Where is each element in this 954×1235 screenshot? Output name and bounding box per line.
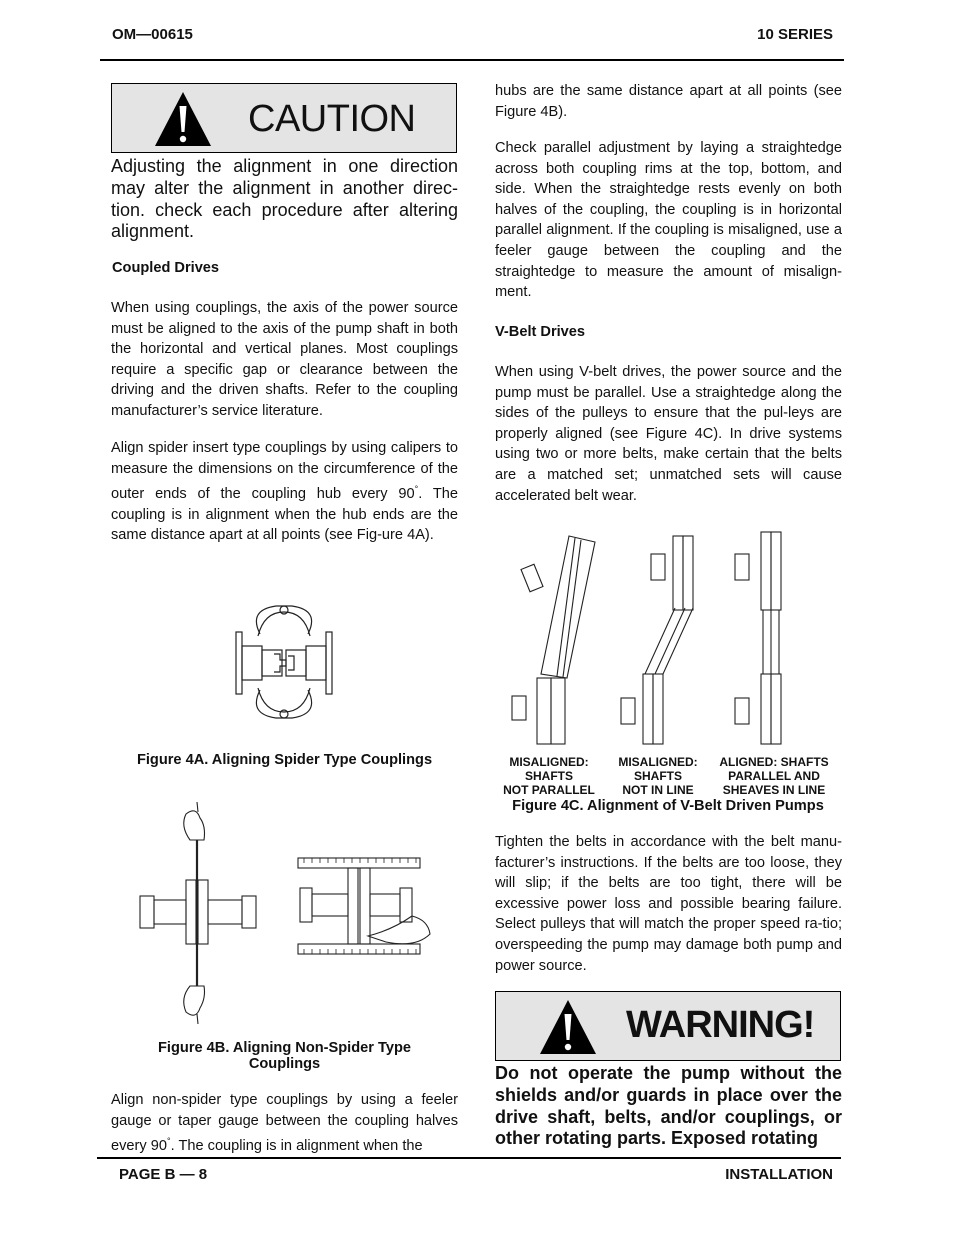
vbelt-heading: V-Belt Drives: [495, 324, 586, 340]
figure-4a-spider-coupling: [228, 598, 340, 726]
warning-text: Do not operate the pump without the shields and/or guards in place over the drive shaft, belts, and/or couplings, or other rotating parts. Exposed rotating: [495, 1063, 842, 1149]
fig4c-label-not-parallel: MISALIGNED: SHAFTS NOT PARALLEL: [503, 755, 595, 797]
footer-rule: [97, 1157, 841, 1159]
nonspider-para: Align non-spider type couplings by using a feeler gauge or taper gauge between the coupling halves every 90°. The coupling is in alignment when the: [111, 1092, 458, 1155]
coupled-drives-para: When using couplings, the axis of the power source must be aligned to the axis of the pump shaft in both the horizontal and vertical planes. Most couplings require a specific gap or clearance between the driving and the driven shafts. Refer to the coupling manufacturer’s service literature.: [111, 300, 458, 419]
figure-4c-vbelt-alignment: [505, 528, 795, 750]
figure-4b-nonspider-coupling: [136, 800, 432, 1025]
vbelt-para: When using V-belt drives, the power source and the pump must be parallel. Use a straightedge along the sides of the pulleys to ensure that the pul-leys are properly aligned (see Figure 4C). In drive systems using two or more belts, make certain that the belts are a matched set; unmatched sets will cause accelerated belt wear.: [495, 364, 842, 504]
parallel-adjustment-para: Check parallel adjustment by laying a straightedge across both coupling rims at the top, bottom, and side. When the straightedge rests evenly on both halves of the coupling, the coupling is in horizontal parallel alignment. If the coupling is misaligned, use a feeler gauge between the coupling and the straightedge to measure the amount of misalign-ment.: [495, 140, 842, 301]
coupled-drives-heading: Coupled Drives: [112, 260, 220, 276]
nonspider-continued-para: hubs are the same distance apart at all points (see Figure 4B).: [495, 83, 842, 120]
caution-sign: [111, 83, 457, 153]
doc-id: OM—00615: [112, 26, 193, 43]
fig4c-label-aligned: ALIGNED: SHAFTS PARALLEL AND SHEAVES IN LINE: [719, 755, 829, 797]
series-label: 10 SERIES: [757, 26, 833, 43]
section-name: INSTALLATION: [725, 1166, 833, 1183]
header-rule: [100, 59, 844, 61]
figure-4a-caption: Figure 4A. Aligning Spider Type Couplings: [136, 752, 433, 768]
figure-4b-caption: Figure 4B. Aligning Non-Spider Type Couplings: [158, 1040, 411, 1072]
warning-triangle-icon: [538, 998, 598, 1056]
figure-4c-caption: Figure 4C. Alignment of V-Belt Driven Pumps: [512, 798, 824, 814]
warning-title: WARNING!: [626, 1004, 815, 1046]
caution-triangle-icon: [153, 90, 213, 148]
fig4c-label-not-in-line: MISALIGNED: SHAFTS NOT IN LINE: [618, 755, 698, 797]
warning-sign: [495, 991, 841, 1061]
page-number: PAGE B — 8: [119, 1166, 208, 1183]
caution-title: CAUTION: [248, 98, 416, 140]
caution-text: Adjusting the alignment in one direction may alter the alignment in another direc-tion. check each procedure after altering alignment.: [111, 156, 458, 242]
tighten-belts-para: Tighten the belts in accordance with the belt manu-facturer’s instructions. If the belts are too loose, they will slip; if the belts are too tight, there will be excessive power loss and possible bearing failure. Select pulleys that will match the proper speed ra-tio; overspeeding the pump may damage both pump and power source.: [495, 834, 842, 974]
spider-para: Align spider insert type couplings by using calipers to measure the dimensions on the circumference of the outer ends of the coupling hub every 90°. The coupling is in alignment when the hub ends are the same distance apart at all points (see Fig-ure 4A).: [111, 440, 458, 544]
